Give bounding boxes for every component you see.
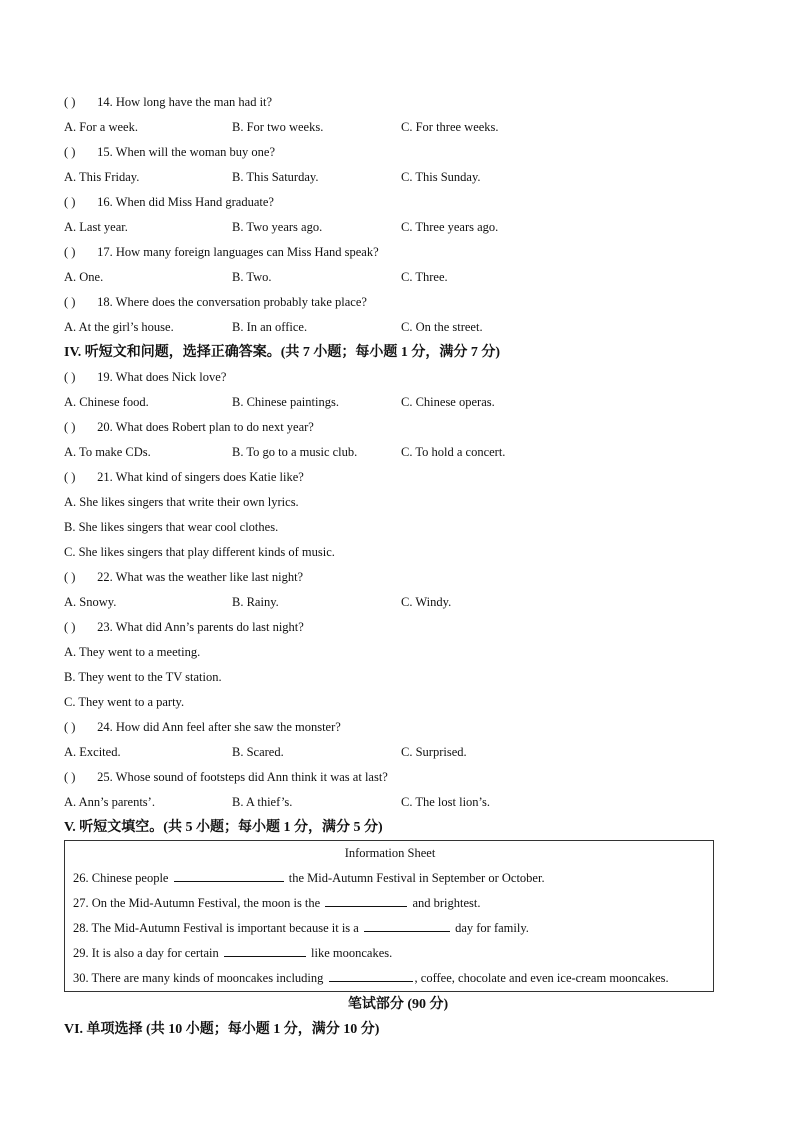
written-part-heading: 笔试部分 (90 分)	[347, 997, 449, 1012]
question-20: ( ) 20. What does Robert plan to do next year?	[64, 420, 314, 434]
question-15: ( ) 15. When will the woman buy one?	[64, 145, 275, 159]
question-25: ( ) 25. Whose sound of footsteps did Ann think it was at last?	[64, 770, 388, 784]
option-21-c: C. She likes singers that play different kinds of music.	[64, 545, 335, 559]
section-5-heading: V. 听短文填空。(共 5 小题；每小题 1 分，满分 5 分)	[64, 820, 383, 835]
blank-29[interactable]	[224, 943, 306, 957]
option-23-b: B. They went to the TV station.	[64, 670, 222, 684]
section-6-heading: VI. 单项选择 (共 10 小题；每小题 1 分，满分 10 分)	[64, 1022, 380, 1037]
question-24: ( ) 24. How did Ann feel after she saw the monster?	[64, 720, 341, 734]
question-18: ( ) 18. Where does the conversation probably take place?	[64, 295, 367, 309]
blank-27[interactable]	[325, 893, 407, 907]
page-content	[64, 90, 732, 1042]
options-24: A. Excited. B. Scared. C. Surprised.	[64, 745, 467, 759]
fill-line-29: 29. It is also a day for certain like mooncakes.	[73, 941, 707, 966]
options-19: A. Chinese food. B. Chinese paintings. C. Chinese operas.	[64, 395, 495, 409]
options-18: A. At the girl’s house. B. In an office. C. On the street.	[64, 320, 483, 334]
information-sheet	[64, 840, 714, 992]
blank-28[interactable]	[364, 918, 450, 932]
question-19: ( ) 19. What does Nick love?	[64, 370, 227, 384]
option-23-a: A. They went to a meeting.	[64, 645, 201, 659]
options-15: A. This Friday. B. This Saturday. C. This Sunday.	[64, 170, 481, 184]
options-14: A. For a week. B. For two weeks. C. For three weeks.	[64, 120, 499, 134]
question-23: ( ) 23. What did Ann’s parents do last night?	[64, 620, 304, 634]
option-21-a: A. She likes singers that write their own lyrics.	[64, 495, 299, 509]
options-16: A. Last year. B. Two years ago. C. Three years ago.	[64, 220, 499, 234]
options-17: A. One. B. Two. C. Three.	[64, 270, 448, 284]
options-22: A. Snowy. B. Rainy. C. Windy.	[64, 595, 452, 609]
fill-line-28: 28. The Mid-Autumn Festival is important because it is a day for family.	[73, 916, 707, 941]
answer-bracket: ( )	[64, 95, 76, 109]
blank-30[interactable]	[329, 968, 413, 982]
question-22: ( ) 22. What was the weather like last night?	[64, 570, 304, 584]
question-16: ( ) 16. When did Miss Hand graduate?	[64, 195, 274, 209]
fill-line-30: 30. There are many kinds of mooncakes including , coffee, chocolate and even ice-cream mooncakes.	[73, 966, 707, 991]
question-21: ( ) 21. What kind of singers does Katie like?	[64, 470, 304, 484]
options-25: A. Ann’s parents’. B. A thief’s. C. The lost lion’s.	[64, 795, 491, 809]
option-23-c: C. They went to a party.	[64, 695, 185, 709]
question-14: ( ) 14. How long have the man had it?	[64, 90, 732, 115]
section-4-heading: IV. 听短文和问题，选择正确答案。(共 7 小题；每小题 1 分，满分 7 分)	[64, 345, 501, 360]
question-17: ( ) 17. How many foreign languages can Miss Hand speak?	[64, 245, 379, 259]
fill-line-26: 26. Chinese people the Mid-Autumn Festival in September or October.	[73, 866, 707, 891]
blank-26[interactable]	[174, 868, 284, 882]
options-20: A. To make CDs. B. To go to a music club. C. To hold a concert.	[64, 445, 506, 459]
option-21-b: B. She likes singers that wear cool clothes.	[64, 520, 279, 534]
information-sheet-title: Information Sheet	[344, 846, 436, 860]
fill-line-27: 27. On the Mid-Autumn Festival, the moon is the and brightest.	[73, 891, 707, 916]
